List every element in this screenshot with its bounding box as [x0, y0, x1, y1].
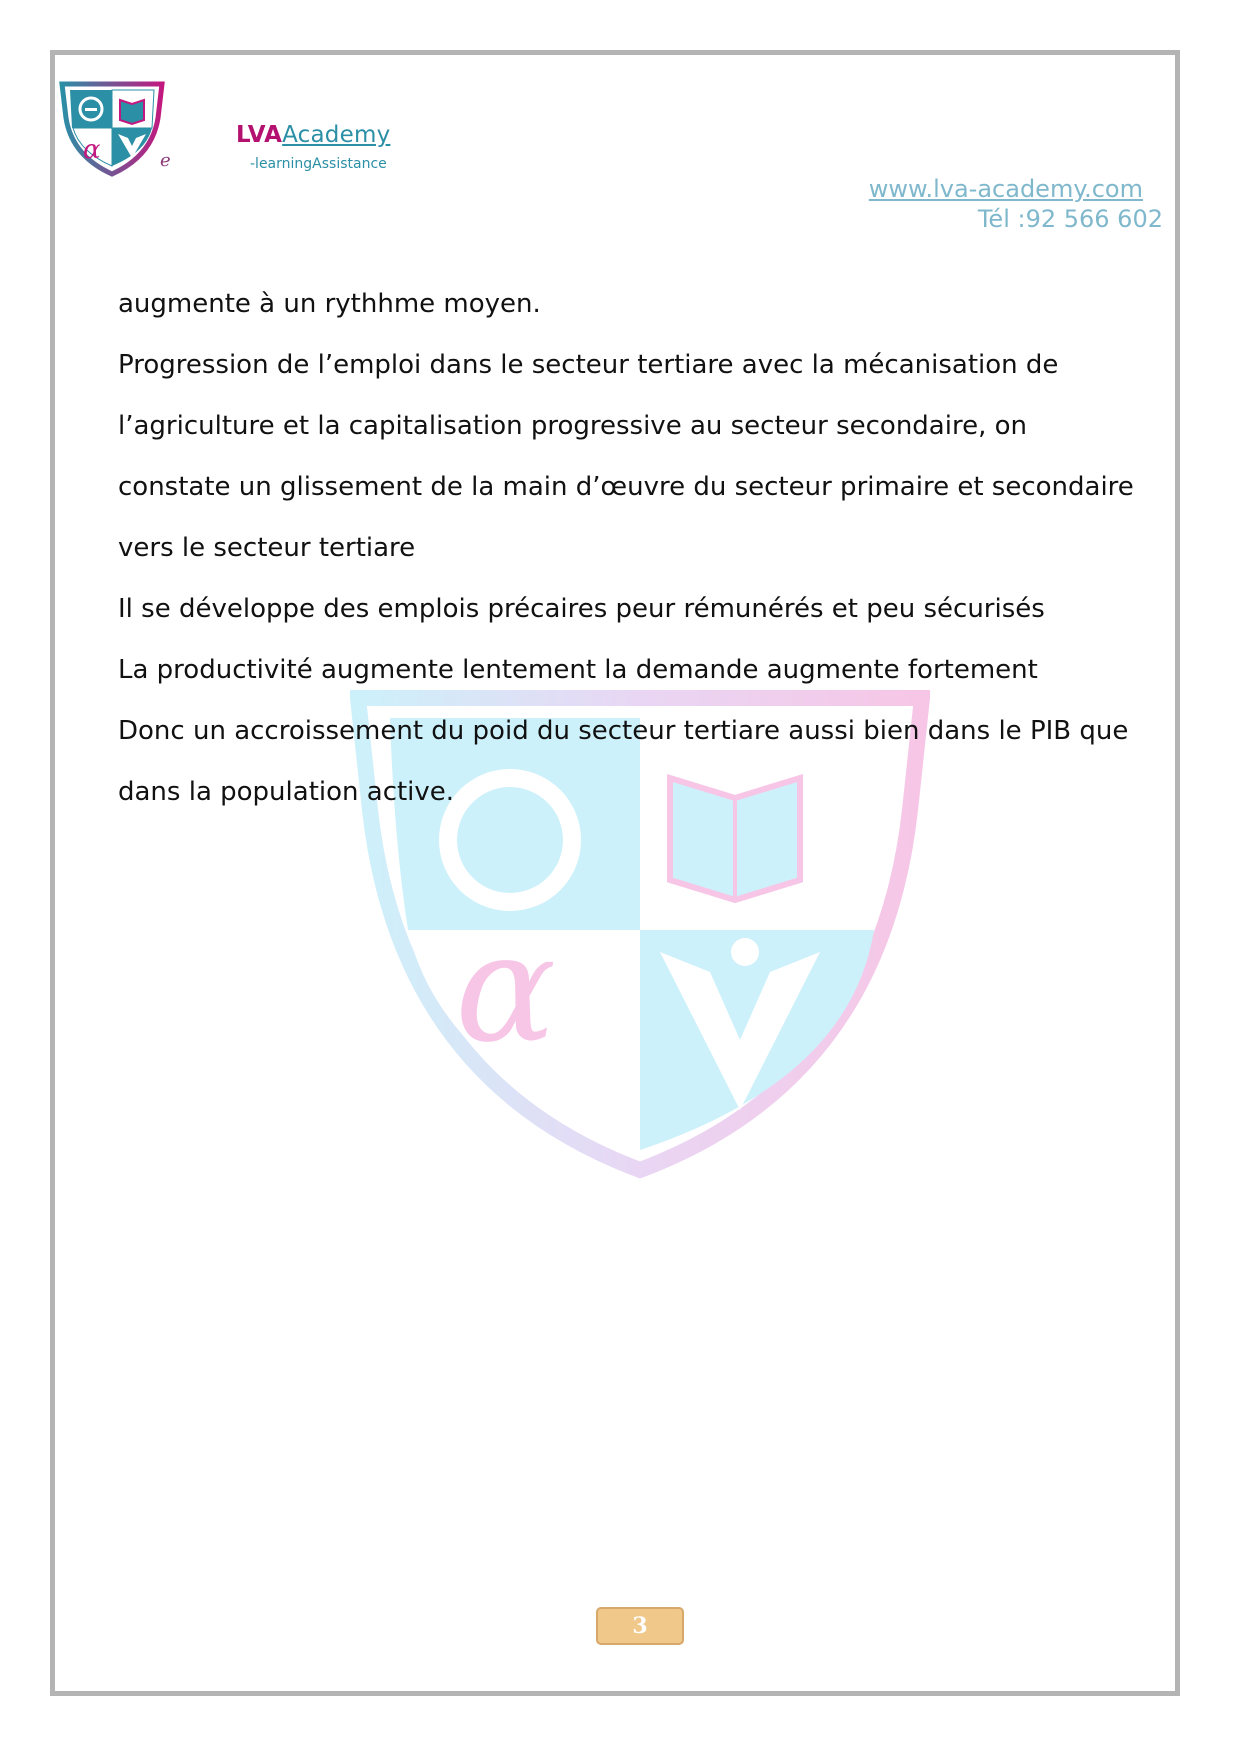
- body-line: dans la population active.: [118, 777, 455, 807]
- website-link[interactable]: www.lva-academy.com: [868, 175, 1143, 203]
- phone-number: Tél :92 566 602: [977, 205, 1163, 233]
- brand-name: [236, 122, 390, 148]
- body-line: Donc un accroissement du poid du secteur tertiare aussi bien dans le PIB que: [118, 716, 1129, 746]
- logo-letter: e: [160, 150, 171, 171]
- body-line: vers le secteur tertiare: [118, 533, 416, 563]
- brand-academy: Academy: [282, 122, 391, 148]
- brand-tagline: -learningAssistance: [250, 156, 387, 172]
- lva-logo-icon: [56, 78, 168, 178]
- body-line: Progression de l’emploi dans le secteur tertiare avec la mécanisation de: [118, 350, 1059, 380]
- svg-text:α: α: [455, 902, 557, 1076]
- body-line: augmente à un rythhme moyen.: [118, 289, 541, 319]
- body-line: constate un glissement de la main d’œuvre du secteur primaire et secondaire: [118, 472, 1134, 502]
- brand-lva: LVA: [236, 122, 283, 148]
- body-line: Il se développe des emplois précaires peur rémunérés et peu sécurisés: [118, 594, 1045, 624]
- page-number: 3: [596, 1607, 684, 1645]
- svg-text:α: α: [83, 135, 101, 165]
- body-line: La productivité augmente lentement la demande augmente fortement: [118, 655, 1038, 685]
- contact-info: [868, 174, 1163, 234]
- body-line: l’agriculture et la capitalisation progressive au secteur secondaire, on: [118, 411, 1027, 441]
- body-text: [118, 274, 1168, 823]
